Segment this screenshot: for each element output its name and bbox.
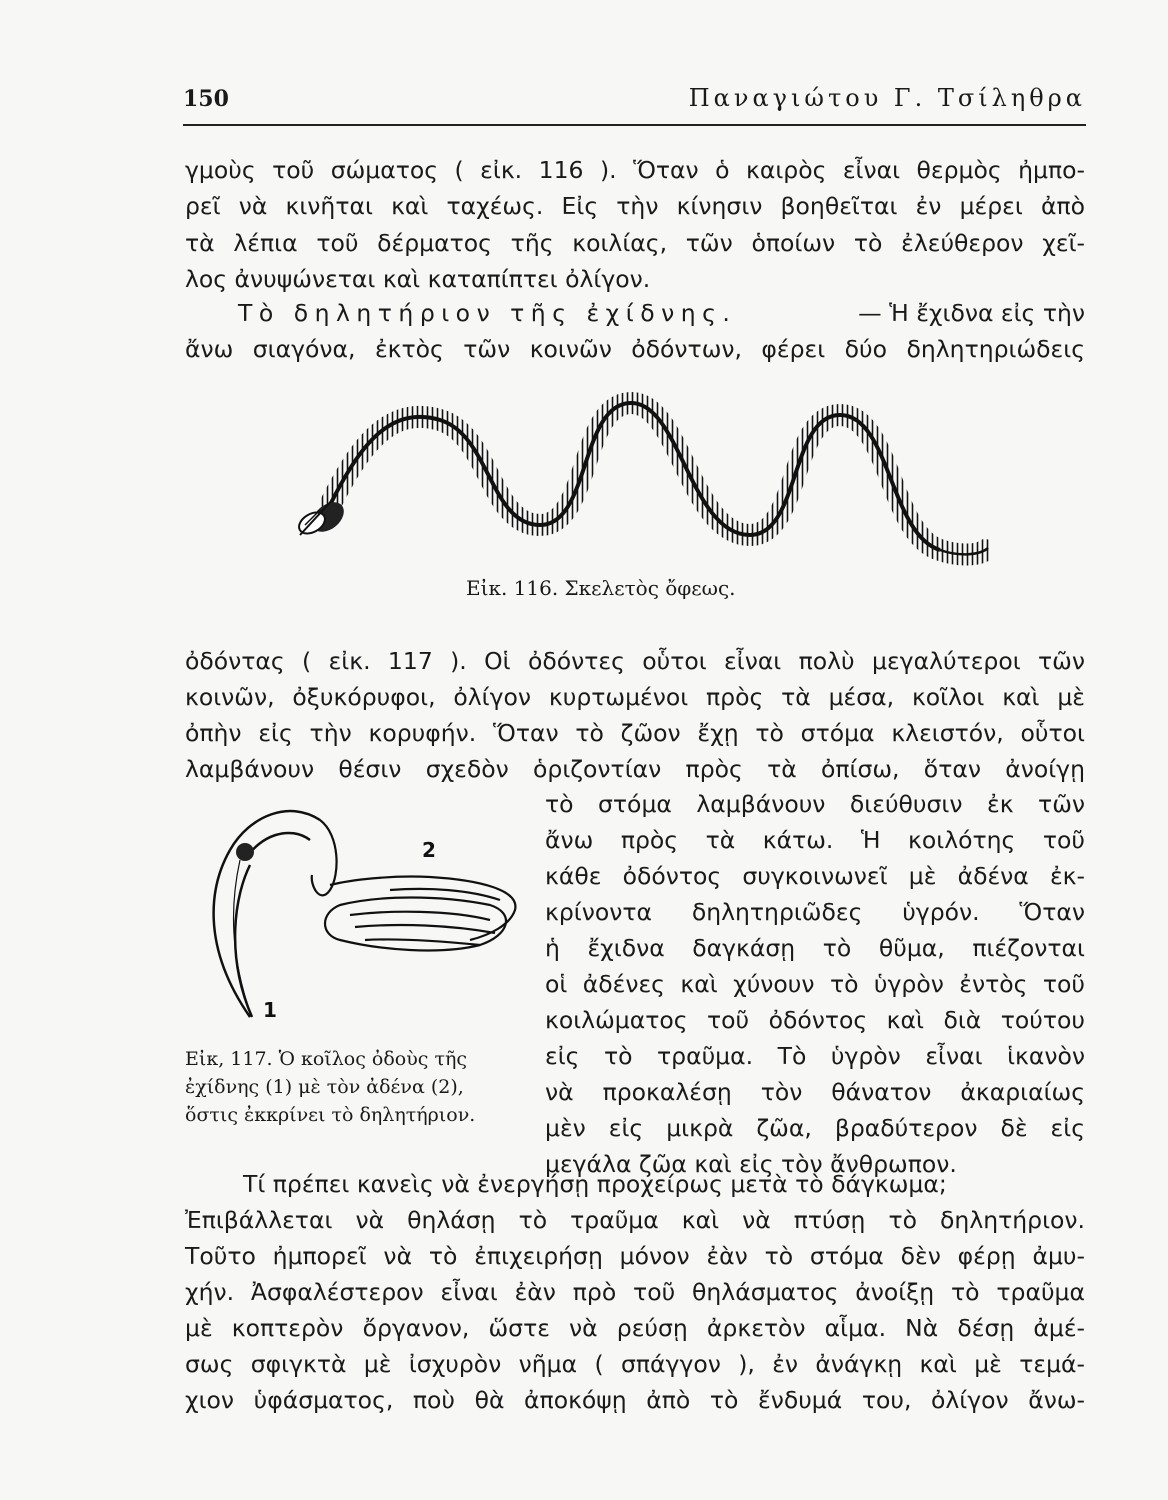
text-line: Τί πρέπει κανεὶς νὰ ἐνεργήσῃ προχείρως μετὰ τὸ δάγκωμα; xyxy=(243,1170,947,1198)
text-line: λαμβάνουν θέσιν σχεδὸν ὁριζοντίαν πρὸς τὰ ὀπίσω, ὅταν ἀνοίγῃ xyxy=(185,755,1085,783)
text-line: οἱ ἀδένες καὶ χύνουν τὸ ὑγρὸν ἐντὸς τοῦ xyxy=(545,970,1085,998)
text-line: ἡ ἔχιδνα δαγκάσῃ τὸ θῦμα, πιέζονται xyxy=(545,934,1085,962)
text-line: κοιλώματος τοῦ ὀδόντος καὶ διὰ τούτου xyxy=(545,1006,1085,1034)
text-line: μὲ κοπτερὸν ὄργανον, ὥστε νὰ ρεύσῃ ἀρκετὸν αἷμα. Νὰ δέσῃ ἀμέ- xyxy=(185,1314,1085,1342)
text-line: σως σφιγκτὰ μὲ ἰσχυρὸν νῆμα ( σπάγγον ), ἐν ἀνάγκῃ καὶ μὲ τεμά- xyxy=(185,1350,1085,1378)
text-line: ὀπὴν εἰς τὴν κορυφήν. Ὅταν τὸ ζῶον ἔχῃ τὸ στόμα κλειστόν, οὗτοι xyxy=(185,719,1085,747)
text-line: χιον ὑφάσματος, ποὺ θὰ ἀποκόψῃ ἀπὸ τὸ ἔνδυμά του, ὀλίγον ἄνω- xyxy=(185,1386,1085,1414)
figure-117-caption-line: Εἰκ, 117. Ὁ κοῖλος ὀδοὺς τῆς xyxy=(185,1048,467,1070)
text-line: χήν. Ἀσφαλέστερον εἶναι ἐὰν πρὸ τοῦ θηλάσματος ἀνοίξῃ τὸ τραῦμα xyxy=(185,1278,1085,1306)
text-line: ὀδόντας ( εἰκ. 117 ). Οἱ ὀδόντες οὗτοι εἶναι πολὺ μεγαλύτεροι τῶν xyxy=(185,647,1085,675)
text-line: Τοῦτο ἠμπορεῖ νὰ τὸ ἐπιχειρήσῃ μόνον ἐὰν τὸ στόμα δὲν φέρῃ ἀμυ- xyxy=(185,1242,1085,1270)
running-head: Παναγιώτου Γ. Τσίληθρα xyxy=(688,84,1086,112)
text-fragment: — Ἡ ἔχιδνα εἰς τὴν xyxy=(858,299,1085,327)
text-line: ἄνω σιαγόνα, ἐκτὸς τῶν κοινῶν ὀδόντων, φέρει δύο δηλητηριώδεις xyxy=(185,335,1085,363)
text-line: κάθε ὀδόντος συγκοινωνεῖ μὲ ἀδένα ἐκ- xyxy=(545,862,1085,890)
text-line: μεγάλα ζῶα καὶ εἰς τὸν ἄνθρωπον. xyxy=(545,1150,957,1178)
figure-117-caption-line: ἐχίδνης (1) μὲ τὸν ἀδένα (2), xyxy=(185,1076,464,1098)
text-line: νὰ προκαλέσῃ τὸν θάνατον ἀκαριαίως xyxy=(545,1078,1085,1106)
text-line: ρεῖ νὰ κινῆται καὶ ταχέως. Εἰς τὴν κίνησιν βοηθεῖται ἐν μέρει ἀπὸ xyxy=(185,192,1085,220)
page-header xyxy=(183,84,1086,126)
text-line: εἰς τὸ τραῦμα. Τὸ ὑγρὸν εἶναι ἱκανὸν xyxy=(545,1042,1085,1070)
figure-116-caption: Εἰκ. 116. Σκελετὸς ὄφεως. xyxy=(466,576,736,600)
fang-gland-illustration xyxy=(190,795,530,1025)
figure-117-caption-line: ὅστις ἐκκρίνει τὸ δηλητήριον. xyxy=(185,1104,476,1126)
text-line: ἄνω πρὸς τὰ κάτω. Ἡ κοιλότης τοῦ xyxy=(545,826,1085,854)
section-heading: Τὸ δηλητήριον τῆς ἐχίδνης. xyxy=(238,299,737,327)
figure-label-1: 1 xyxy=(263,998,277,1022)
fang-base xyxy=(236,843,254,861)
text-line: τὸ στόμα λαμβάνουν διεύθυσιν ἐκ τῶν xyxy=(545,790,1085,818)
figure-label-2: 2 xyxy=(422,838,436,862)
text-line: γμοὺς τοῦ σώματος ( εἰκ. 116 ). Ὅταν ὁ καιρὸς εἶναι θερμὸς ἠμπο- xyxy=(185,156,1085,184)
text-line: τὰ λέπια τοῦ δέρματος τῆς κοιλίας, τῶν ὁποίων τὸ ἐλεύθερον χεῖ- xyxy=(185,229,1085,257)
snake-skeleton-illustration xyxy=(290,385,990,585)
text-line: λος ἀνυψώνεται καὶ καταπίπτει ὀλίγον. xyxy=(185,265,651,293)
text-line: κοινῶν, ὀξυκόρυφοι, ὀλίγον κυρτωμένοι πρὸς τὰ μέσα, κοῖλοι καὶ μὲ xyxy=(185,683,1085,711)
text-line: μὲν εἰς μικρὰ ζῶα, βραδύτερον δὲ εἰς xyxy=(545,1114,1085,1142)
section-heading-line xyxy=(238,298,1085,328)
hollow-fang xyxy=(214,811,320,1017)
venom-gland xyxy=(312,820,516,950)
page-number: 150 xyxy=(183,86,229,112)
text-line: Ἐπιβάλλεται νὰ θηλάσῃ τὸ τραῦμα καὶ νὰ πτύσῃ τὸ δηλητήριον. xyxy=(185,1206,1085,1234)
text-line: κρίνοντα δηλητηριῶδες ὑγρόν. Ὅταν xyxy=(545,898,1085,926)
